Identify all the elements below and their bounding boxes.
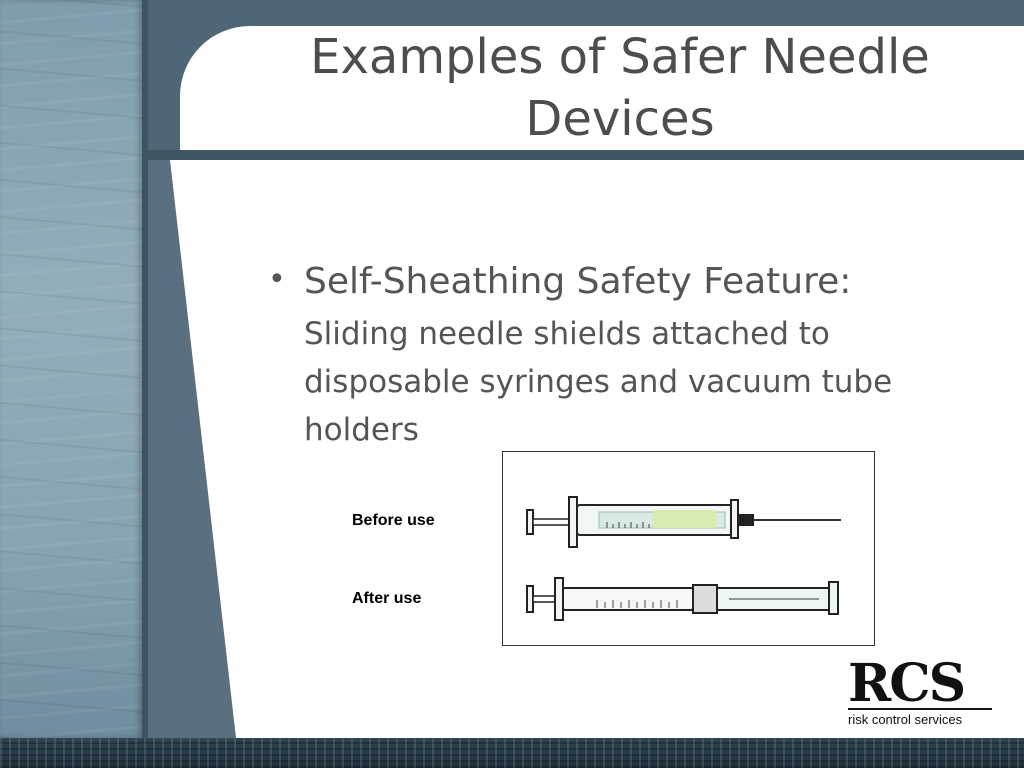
- bullet-body: Sliding needle shields attached to disposable syringes and vacuum tube holders: [304, 316, 893, 448]
- decorative-bottom-band: [0, 738, 1024, 768]
- title-divider: [148, 150, 1024, 160]
- bullet-heading: Self-Sheathing Safety Feature:: [304, 261, 852, 302]
- syringe-illustration: [503, 452, 874, 645]
- page-title: Examples of Safer Needle Devices: [310, 29, 930, 147]
- rcs-logo: [848, 653, 994, 727]
- logo-mark: RCS: [848, 653, 965, 714]
- before-use-label: Before use: [352, 512, 435, 529]
- decorative-divider: [142, 0, 148, 738]
- logo-tagline: risk control services: [848, 712, 963, 727]
- decorative-water-strip: [0, 0, 142, 738]
- syringe-before-use: [527, 497, 841, 547]
- after-use-label: After use: [352, 590, 422, 607]
- bullet-icon: •: [268, 262, 286, 297]
- syringe-figure: [502, 451, 875, 646]
- syringe-after-use: [527, 578, 838, 620]
